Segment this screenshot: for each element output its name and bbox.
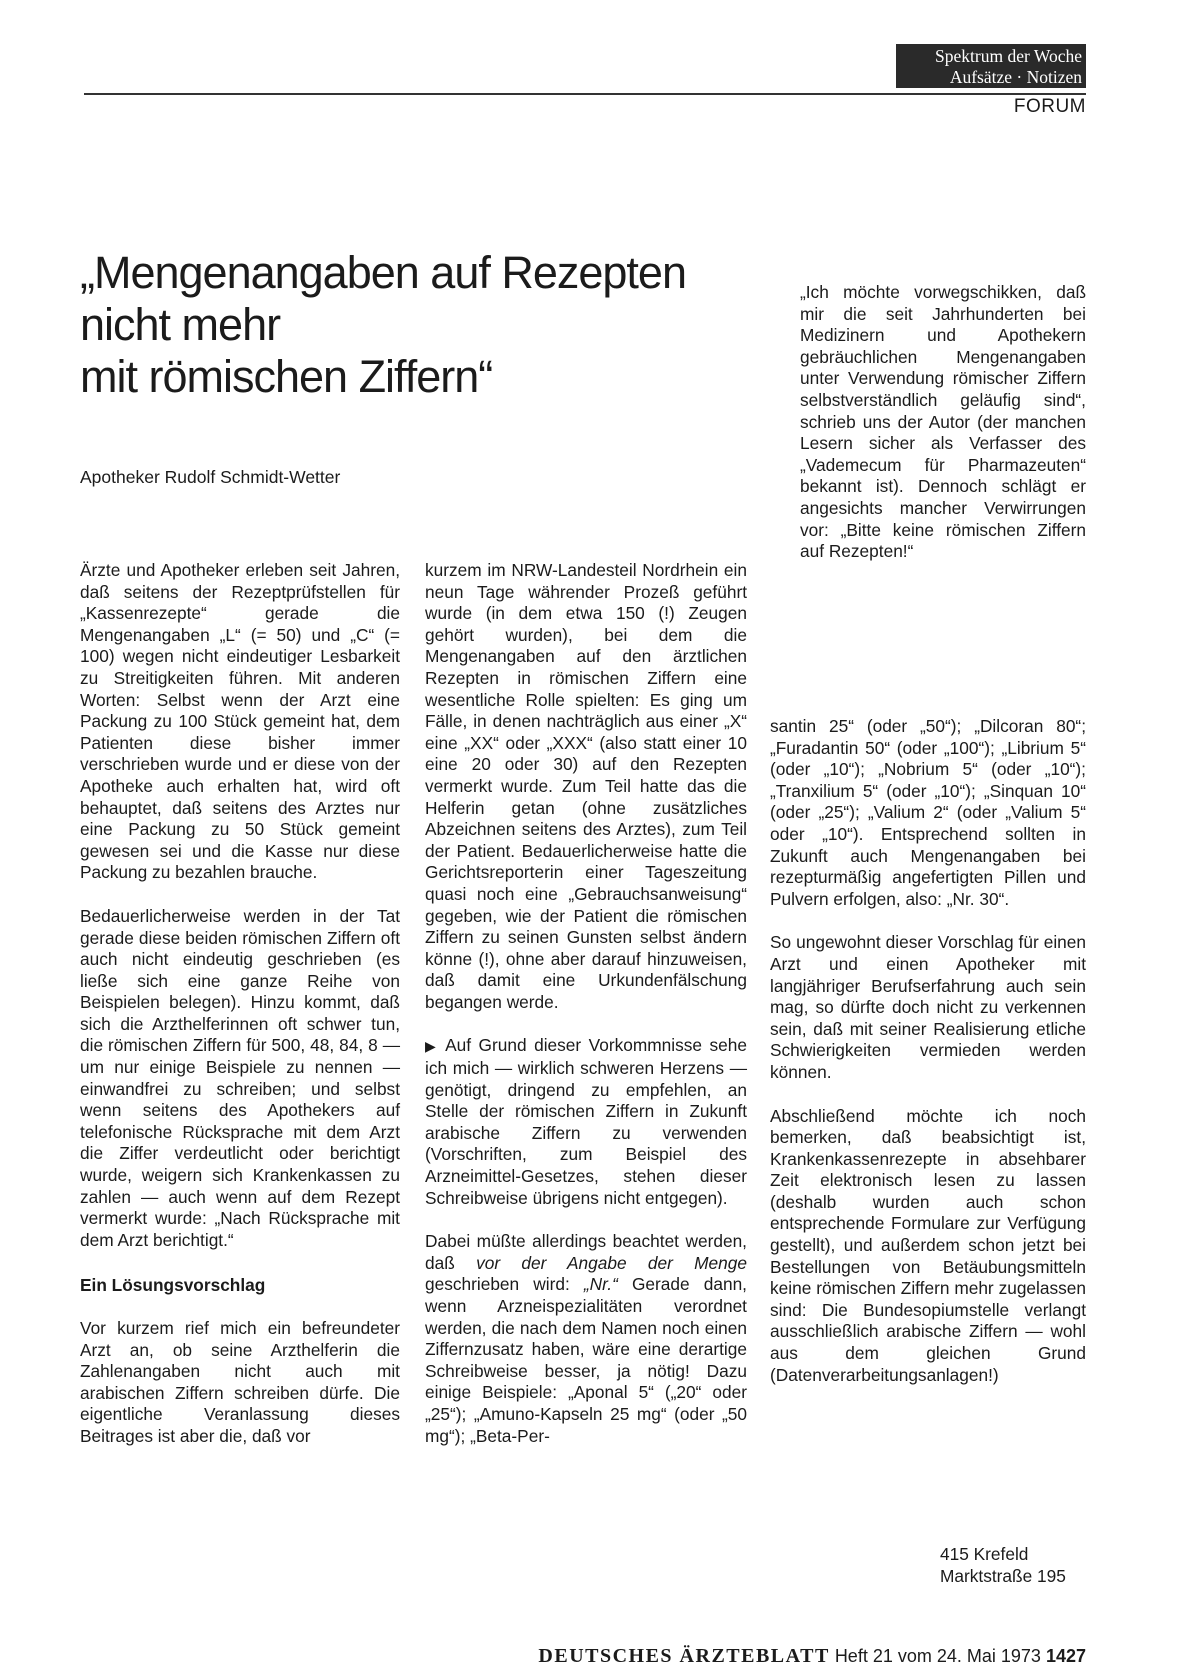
column-2 — [425, 560, 747, 1447]
paragraph: kurzem im NRW-Landesteil Nordrhein ein neun Tage währender Prozeß geführt wurde (in dem etwa 150 (!) Zeugen gehört wurden), bei dem die Mengenangaben auf den ärztlichen Rezepten in römischen Ziffern eine wesentliche Rolle spielten: Es ging um Fälle, in denen nachträglich aus einer „X“ eine „XX“ oder „XXX“ (also statt einer 10 eine 20 oder 30) auf den Rezepten vermerkt wurde. Zum Teil hatte das die Helferin getan (ohne zusätzliches Abzeichnen seitens des Arztes), zum Teil der Patient. Bedauerlicherweise hatte die Gerichtsreporterin einer Tageszeitung quasi noch eine „Gebrauchsanweisung“ gegeben, wie der Patient die römischen Ziffern zu seinen Gunsten selbst ändern könne (!), ohne aber darauf hinzuweisen, daß damit eine Urkundenfälschung begangen werde. — [425, 560, 747, 1012]
column-3 — [770, 716, 1086, 1386]
address-line-1: 415 Krefeld — [940, 1544, 1029, 1564]
paragraph: Ärzte und Apotheker erleben seit Jahren, daß seitens der Rezeptprüfstellen für „Kassenrezepte“ gerade die Mengenangaben „L“ (= 50) und „C“ (= 100) wegen nicht eindeutiger Lesbarkeit zu Streitigkeiten führen. Mit anderen Worten: Selbst wenn der Arzt eine Packung zu 100 Stück gemeint hat, dem Patienten diese bisher immer verschrieben wurde und er diese von der Apotheke auch erhalten hat, wird oft behauptet, daß seitens des Arztes nur eine Packung zu 50 Stück gemeint gewesen sei und die Kasse nur diese Packung zu bezahlen brauche. — [80, 560, 400, 883]
issue-info: Heft 21 vom 24. Mai 1973 — [834, 1646, 1041, 1666]
bullet-arrow-icon: ▶ — [425, 1038, 439, 1055]
page-number: 1427 — [1045, 1646, 1086, 1666]
italic-run: „Nr.“ — [583, 1274, 618, 1295]
text-run: Dabei müßte allerdings beachtet werden, daß — [425, 1231, 747, 1273]
paragraph — [425, 1231, 747, 1447]
article-title — [80, 247, 740, 403]
author-address — [940, 1543, 1066, 1587]
paragraph: „Ich möchte vorwegschikken, daß mir die seit Jahrhunderten bei Medizinern und Apothekern gebräuchlichen Mengenangaben unter Verwendung römischer Ziffern selbstverständlich geläufig sind“, schrieb uns der Autor (der manchen Lesern sicher als Verfasser des „Vademecum für Pharmazeuten“ bekannt ist). Dennoch schlägt er angesichts mancher Verwirrungen vor: „Bitte keine römischen Ziffern auf Rezepten!“ — [800, 282, 1086, 562]
title-line-3: mit römischen Ziffern“ — [80, 351, 493, 402]
header-rule — [84, 93, 1086, 95]
editor-note — [800, 282, 1086, 563]
text-run: Gerade dann, wenn Arzneispezialitäten verordnet werden, die nach dem Namen noch einen Ziffernzusatz haben, wäre eine derartige Schreibweise besser, ja nötig! Dazu einige Beispiele: „Aponal 5“ („20“ oder „25“); „Amuno-Kapseln 25 mg“ (oder „50 mg“); „Beta-Per- — [425, 1274, 747, 1446]
text-run: geschrieben wird: — [425, 1274, 584, 1295]
paragraph: Bedauerlicherweise werden in der Tat gerade diese beiden römischen Ziffern oft auch nicht eindeutig geschrieben (es ließe sich eine ganze Reihe von Beispielen belegen). Hinzu kommt, daß sich die Arzthelferinnen oft schwer tun, die römischen Ziffern für 500, 48, 84, 8 — um nur einige Beispiele zu nennen — einwandfrei zu schreiben; und selbst wenn seitens des Apothekers auf telefonische Rücksprache mit dem Arzt die Ziffer verdeutlicht oder berichtigt wurde, weigern sich Krankenkassen zu zahlen — auch wenn auf dem Rezept vermerkt wurde: „Nach Rücksprache mit dem Arzt berichtigt.“ — [80, 905, 400, 1250]
title-line-2: nicht mehr — [80, 299, 281, 350]
paragraph: Abschließend möchte ich noch bemerken, daß beabsichtigt ist, Krankenkassenrezepte in absehbarer Zeit elektronisch lesen zu lassen (deshalb wurden auch schon entsprechende Formulare zur Verfügung gestellt), und außerdem schon jetzt bei Bestellungen von Betäubungsmitteln keine römischen Ziffern mehr zugelassen sind: Die Bundesopiumstelle verlangt ausschließlich arabische Ziffern — wohl aus dem gleichen Grund (Datenverarbeitungsanlagen!) — [770, 1105, 1086, 1385]
title-line-1: „Mengenangaben auf Rezepten — [80, 247, 686, 298]
paragraph: santin 25“ (oder „50“); „Dilcoran 80“; „Furadantin 50“ (oder „100“); „Librium 5“ (oder „10“); „Nobrium 5“ (oder „10“); „Tranxilium 5“ (oder „10“); „Sinquan 10“ (oder „25“); „Valium 2“ (oder „Valium 5“ oder „10“). Entsprechend sollten in Zukunft auch Mengenangaben bei rezepturmäßig angefertigten Pillen und Pulvern erfolgen, also: „Nr. 30“. — [770, 716, 1086, 909]
subheading: Ein Lösungsvorschlag — [80, 1275, 266, 1296]
page-footer — [538, 1645, 1086, 1668]
address-line-2: Marktstraße 195 — [940, 1566, 1066, 1586]
section-badge — [896, 44, 1086, 88]
journal-name: DEUTSCHES ÄRZTEBLATT — [538, 1645, 830, 1667]
paragraph-text: Auf Grund dieser Vorkommnisse sehe ich mich — wirklich schweren Herzens — genötigt, dringend zu empfehlen, an Stelle der römischen Ziffern in Zukunft arabische Ziffern zu verwenden (Vorschriften, zum Beispiel des Arzneimittel-Gesetzes, stehen dieser Schreibweise übrigens nicht entgegen). — [425, 1035, 747, 1208]
section-label: FORUM — [1013, 96, 1086, 117]
italic-run: vor der Angabe der Menge — [476, 1252, 747, 1273]
paragraph — [425, 1035, 747, 1209]
paragraph: So ungewohnt dieser Vorschlag für einen Arzt und einen Apotheker mit langjähriger Berufserfahrung auch sein mag, so dürfte doch nicht zu verkennen sein, daß mit seiner Realisierung etliche Schwierigkeiten vermieden werden können. — [770, 932, 1086, 1082]
author-byline: Apotheker Rudolf Schmidt-Wetter — [80, 467, 341, 487]
column-1 — [80, 560, 400, 1448]
badge-line-1: Spektrum der Woche — [935, 46, 1082, 66]
badge-line-2: Aufsätze · Notizen — [949, 67, 1082, 87]
paragraph: Vor kurzem rief mich ein befreundeter Arzt an, ob seine Arzthelferin die Zahlenangaben nicht auch mit arabischen Ziffern schreiben dürfe. Die eigentliche Veranlassung dieses Beitrages ist aber die, daß vor — [80, 1318, 400, 1446]
